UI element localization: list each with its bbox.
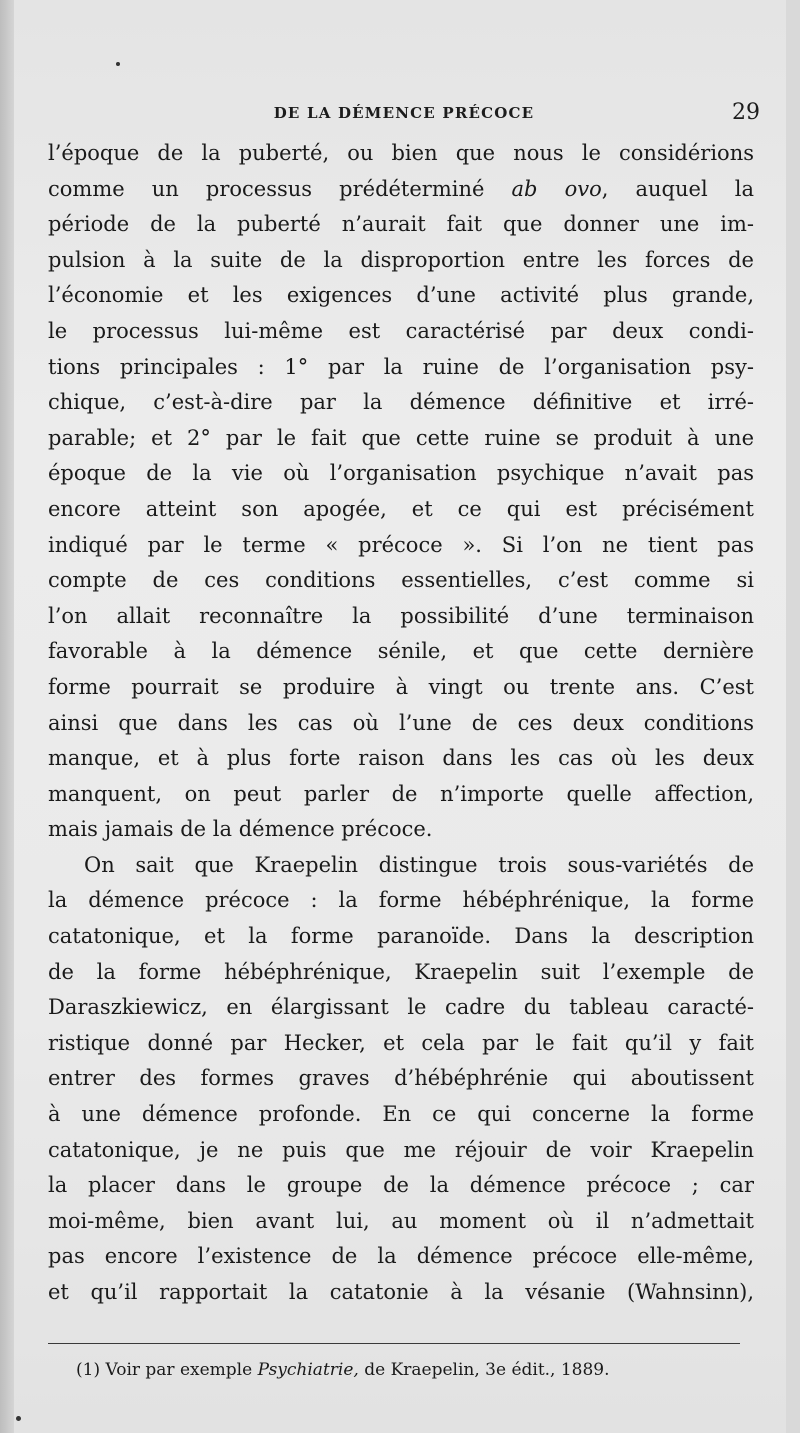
text-line: manquent, on peut parler de n’importe quelle affection, bbox=[48, 781, 754, 806]
text-line: l’on allait reconnaître la possibilité d’une terminaison bbox=[48, 603, 754, 628]
text-line: catatonique, je ne puis que me réjouir de voir Kraepelin bbox=[48, 1137, 754, 1162]
text-line: de la forme hébéphrénique, Kraepelin suit l’exemple de bbox=[48, 959, 754, 984]
text-line: l’économie et les exigences d’une activité plus grande, bbox=[48, 283, 754, 308]
page-left-edge bbox=[0, 0, 14, 1433]
footnote-rule bbox=[48, 1343, 740, 1344]
latin-phrase: ab ovo bbox=[511, 176, 602, 201]
text-line: pas encore l’existence de la démence précoce elle-même, bbox=[48, 1244, 754, 1269]
text-line: parable; et 2° par le fait que cette ruine se produit à une bbox=[48, 425, 754, 450]
text-line: tions principales : 1° par la ruine de l’organisation psy- bbox=[48, 354, 754, 379]
ink-speck bbox=[116, 62, 120, 66]
text-line: Daraszkiewicz, en élargissant le cadre du tableau caracté- bbox=[48, 995, 754, 1020]
footnote-text-after: de Kraepelin, 3e édit., 1889. bbox=[364, 1360, 610, 1380]
page-number: 29 bbox=[732, 100, 760, 125]
text-line: ristique donné par Hecker, et cela par le fait qu’il y fait bbox=[48, 1030, 754, 1055]
text-line: manque, et à plus forte raison dans les cas où les deux bbox=[48, 746, 754, 771]
text-line: ainsi que dans les cas où l’une de ces deux conditions bbox=[48, 710, 754, 735]
running-header bbox=[48, 100, 760, 130]
footnote-text: Voir par exemple bbox=[105, 1360, 253, 1380]
ink-speck bbox=[16, 1416, 21, 1421]
text-line: forme pourrait se produire à vingt ou trente ans. C’est bbox=[48, 674, 754, 699]
text-line: moi-même, bien avant lui, au moment où il n’admettait bbox=[48, 1208, 754, 1233]
text-line: à une démence profonde. En ce qui concerne la forme bbox=[48, 1102, 754, 1127]
text-line-paragraph-end: mais jamais de la démence précoce. bbox=[48, 817, 433, 842]
footnote-marker: (1) bbox=[76, 1360, 101, 1380]
text-line: favorable à la démence sénile, et que cette dernière bbox=[48, 639, 754, 664]
footnote bbox=[76, 1360, 756, 1380]
text-line: la placer dans le groupe de la démence précoce ; car bbox=[48, 1173, 754, 1198]
text-line: chique, c’est-à-dire par la démence définitive et irré- bbox=[48, 390, 754, 415]
text-line: catatonique, et la forme paranoïde. Dans la description bbox=[48, 924, 754, 949]
text-line: époque de la vie où l’organisation psychique n’avait pas bbox=[48, 461, 754, 486]
text-line: la démence précoce : la forme hébéphrénique, la forme bbox=[48, 888, 754, 913]
text-line: comme un processus prédéterminé ab ovo, auquel la bbox=[48, 176, 754, 201]
text-line: le processus lui-même est caractérisé par deux condi- bbox=[48, 318, 754, 343]
text-line: pulsion à la suite de la disproportion entre les forces de bbox=[48, 247, 754, 272]
text-line: entrer des formes graves d’hébéphrénie qui aboutissent bbox=[48, 1066, 754, 1091]
text-line: et qu’il rapportait la catatonie à la vésanie (Wahnsinn), bbox=[48, 1280, 754, 1304]
text-line: compte de ces conditions essentielles, c’est comme si bbox=[48, 568, 754, 593]
text-line: encore atteint son apogée, et ce qui est précisément bbox=[48, 496, 754, 521]
running-title: DE LA DÉMENCE PRÉCOCE bbox=[273, 104, 535, 122]
body-text bbox=[48, 136, 754, 1311]
text-line-paragraph-start: On sait que Kraepelin distingue trois sous-variétés de bbox=[84, 852, 754, 877]
text-line: l’époque de la puberté, ou bien que nous le considérions bbox=[48, 141, 754, 165]
text-line: période de la puberté n’aurait fait que donner une im- bbox=[48, 212, 754, 237]
footnote-work-title: Psychiatrie, bbox=[257, 1360, 359, 1380]
text-line: indiqué par le terme « précoce ». Si l’on ne tient pas bbox=[48, 532, 754, 557]
